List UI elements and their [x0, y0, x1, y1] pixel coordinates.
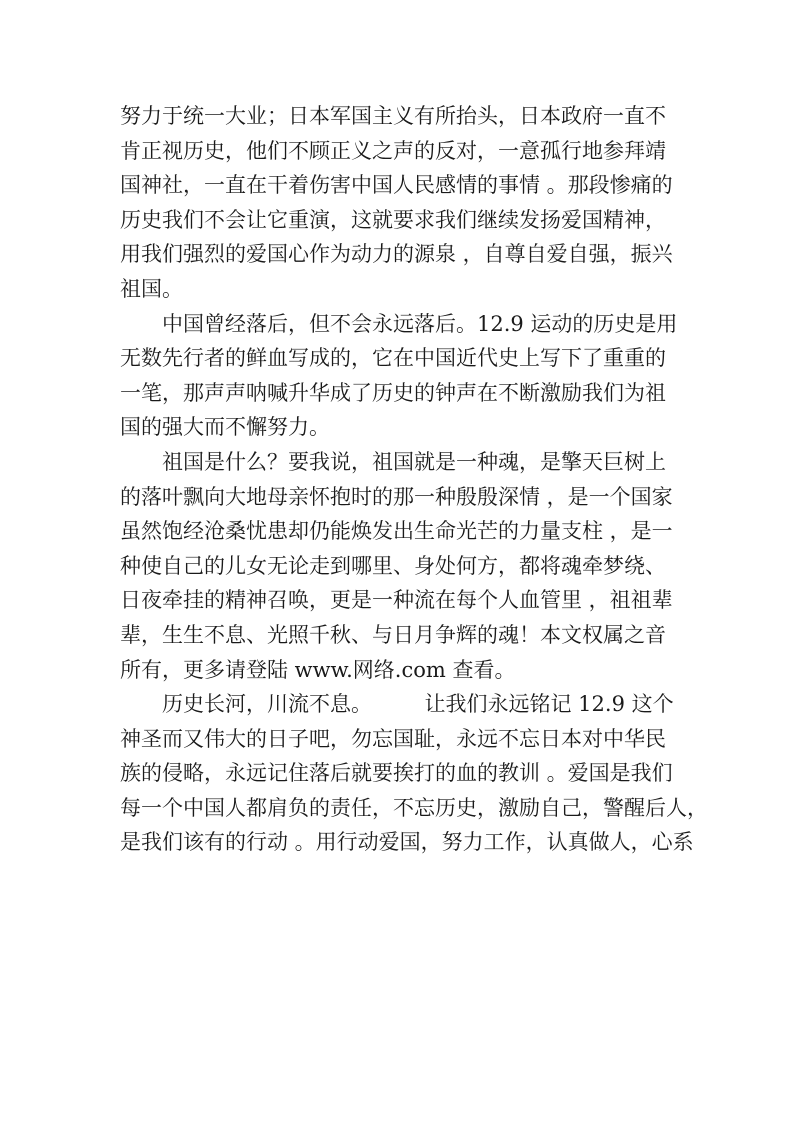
text-line: 每一个中国人都肩负的责任，不忘历史，激励自己，警醒后人， [120, 795, 708, 820]
text-line: 祖国是什么？要我说，祖国就是一种魂，是擎天巨树上 [120, 449, 666, 474]
body-text [120, 99, 708, 860]
text-line: 祖国。 [120, 276, 183, 301]
text-line: 无数先行者的鲜血写成的，它在中国近代史上写下了重重的 [120, 346, 666, 371]
text-line: 辈，生生不息、光照千秋、与日月争辉的魂！本文权属之音 [120, 622, 666, 647]
text-line: 族的侵略，永远记住落后就要挨打的血的教训 。爱国是我们 [120, 761, 673, 786]
text-line: 的落叶飘向大地母亲怀抱时的那一种殷殷深情 ，是一个国家 [120, 484, 673, 509]
text-line: 种使自己的儿女无论走到哪里、身处何方，都将魂牵梦绕、 [120, 553, 666, 578]
text-line: 历史我们不会让它重演，这就要求我们继续发扬爱国精神， [120, 207, 666, 232]
text-line: 历史长河，川流不息。 让我们永远铭记 12.9 这个 [120, 692, 674, 717]
text-line: 是我们该有的行动 。用行动爱国，努力工作，认真做人，心系 [120, 830, 694, 855]
text-line: 国神社，一直在干着伤害中国人民感情的事情 。那段惨痛的 [120, 173, 673, 198]
text-line: 肯正视历史，他们不顾正义之声的反对，一意孤行地参拜靖 [120, 138, 666, 163]
text-line: 一笔，那声声呐喊升华成了历史的钟声在不断激励我们为祖 [120, 380, 666, 405]
text-line: 所有，更多请登陆 www.网络.com 查看。 [120, 657, 516, 682]
text-line: 神圣而又伟大的日子吧，勿忘国耻，永远不忘日本对中华民 [120, 726, 666, 751]
text-line: 日夜牵挂的精神召唤，更是一种流在每个人血管里 ，祖祖辈 [120, 588, 673, 613]
text-line: 努力于统一大业；日本军国主义有所抬头，日本政府一直不 [120, 104, 666, 128]
text-line: 虽然饱经沧桑忧患却仍能焕发出生命光芒的力量支柱 ，是一 [120, 519, 673, 544]
text-line: 中国曾经落后，但不会永远落后。12.9 运动的历史是用 [120, 311, 678, 336]
text-line: 国的强大而不懈努力。 [120, 415, 330, 440]
text-line: 用我们强烈的爱国心作为动力的源泉 ，自尊自爱自强，振兴 [120, 242, 673, 267]
